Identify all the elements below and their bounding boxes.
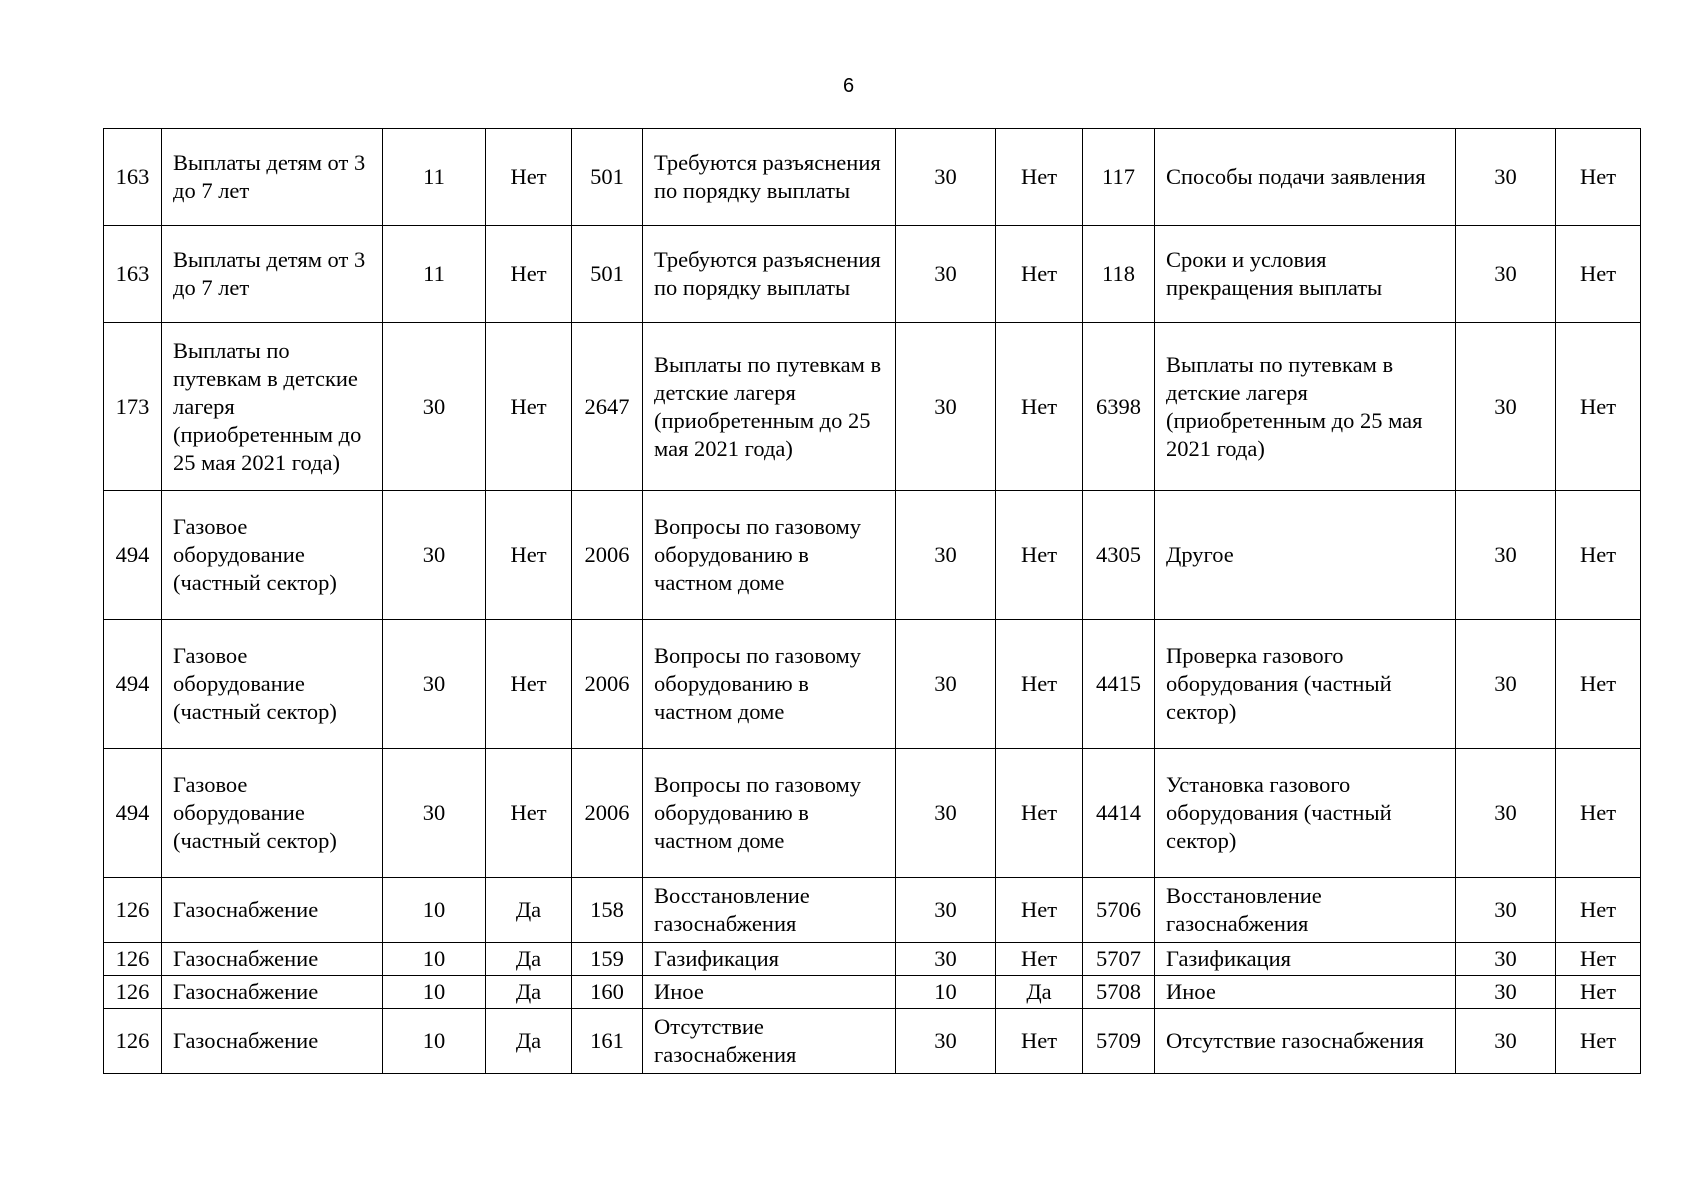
- table-cell: Нет: [996, 323, 1083, 491]
- table-cell: Восстановление газоснабжения: [643, 878, 896, 943]
- table-cell: Отсутствие газоснабжения: [1155, 1009, 1456, 1074]
- table-row: [104, 749, 1641, 878]
- table-cell: 30: [896, 226, 996, 323]
- table-cell: 30: [896, 323, 996, 491]
- table-cell: Нет: [1556, 878, 1641, 943]
- table-cell: 2006: [572, 620, 643, 749]
- table-cell: Выплаты детям от 3 до 7 лет: [162, 129, 383, 226]
- table-cell: 30: [896, 129, 996, 226]
- table-cell: Нет: [996, 943, 1083, 976]
- table-cell: Требуются разъяснения по порядку выплаты: [643, 129, 896, 226]
- table-cell: Газоснабжение: [162, 878, 383, 943]
- table-cell: Иное: [643, 976, 896, 1009]
- table-cell: Нет: [1556, 129, 1641, 226]
- table-cell: Нет: [996, 1009, 1083, 1074]
- table-cell: Нет: [486, 323, 572, 491]
- table-cell: Нет: [996, 878, 1083, 943]
- table-row: [104, 1009, 1641, 1074]
- table-cell: Газификация: [1155, 943, 1456, 976]
- table-cell: 160: [572, 976, 643, 1009]
- table-cell: 30: [896, 943, 996, 976]
- table-cell: 30: [896, 749, 996, 878]
- table-cell: 30: [896, 878, 996, 943]
- table-cell: 163: [104, 226, 162, 323]
- table-cell: 126: [104, 976, 162, 1009]
- table-cell: 501: [572, 226, 643, 323]
- table-cell: 30: [1456, 491, 1556, 620]
- table-cell: 30: [1456, 1009, 1556, 1074]
- table-cell: Выплаты по путевкам в детские лагеря (приобретенным до 25 мая 2021 года): [643, 323, 896, 491]
- table-row: [104, 226, 1641, 323]
- table-cell: Требуются разъяснения по порядку выплаты: [643, 226, 896, 323]
- table-cell: Нет: [996, 226, 1083, 323]
- table-cell: 126: [104, 943, 162, 976]
- table-cell: 2006: [572, 749, 643, 878]
- table-cell: 5706: [1083, 878, 1155, 943]
- table-cell: Газоснабжение: [162, 943, 383, 976]
- table-cell: Нет: [486, 749, 572, 878]
- table-cell: Газовое оборудование (частный сектор): [162, 620, 383, 749]
- table-cell: 2006: [572, 491, 643, 620]
- table-cell: 4415: [1083, 620, 1155, 749]
- table-cell: 30: [1456, 878, 1556, 943]
- table-cell: 494: [104, 749, 162, 878]
- table-cell: Установка газового оборудования (частный сектор): [1155, 749, 1456, 878]
- table-cell: 2647: [572, 323, 643, 491]
- table-cell: 5707: [1083, 943, 1155, 976]
- table-row: [104, 976, 1641, 1009]
- table-cell: Нет: [486, 129, 572, 226]
- table-cell: 117: [1083, 129, 1155, 226]
- table-cell: 11: [383, 129, 486, 226]
- table-cell: Способы подачи заявления: [1155, 129, 1456, 226]
- table-cell: Проверка газового оборудования (частный сектор): [1155, 620, 1456, 749]
- table-cell: Газоснабжение: [162, 1009, 383, 1074]
- table-cell: Нет: [486, 491, 572, 620]
- table-cell: 159: [572, 943, 643, 976]
- table-cell: 173: [104, 323, 162, 491]
- table-cell: 30: [1456, 976, 1556, 1009]
- table-cell: 11: [383, 226, 486, 323]
- table-cell: Нет: [1556, 620, 1641, 749]
- table-cell: 30: [383, 323, 486, 491]
- table-cell: Нет: [1556, 943, 1641, 976]
- table-cell: 494: [104, 620, 162, 749]
- table-cell: Да: [486, 943, 572, 976]
- table-cell: Выплаты по путевкам в детские лагеря (приобретенным до 25 мая 2021 года): [1155, 323, 1456, 491]
- table-cell: 163: [104, 129, 162, 226]
- table-cell: Нет: [996, 620, 1083, 749]
- table-cell: 30: [896, 491, 996, 620]
- table-cell: 30: [1456, 943, 1556, 976]
- table-cell: Другое: [1155, 491, 1456, 620]
- table-row: [104, 620, 1641, 749]
- table-cell: Нет: [996, 491, 1083, 620]
- table-cell: 30: [1456, 129, 1556, 226]
- table-cell: Нет: [1556, 749, 1641, 878]
- table-cell: 30: [1456, 620, 1556, 749]
- table-cell: Да: [486, 976, 572, 1009]
- table-cell: Вопросы по газовому оборудованию в частном доме: [643, 491, 896, 620]
- table-cell: Да: [486, 878, 572, 943]
- table-cell: Иное: [1155, 976, 1456, 1009]
- table-cell: Восстановление газоснабжения: [1155, 878, 1456, 943]
- table-cell: 30: [1456, 226, 1556, 323]
- table-cell: Выплаты детям от 3 до 7 лет: [162, 226, 383, 323]
- table-cell: 158: [572, 878, 643, 943]
- table-cell: Выплаты по путевкам в детские лагеря (приобретенным до 25 мая 2021 года): [162, 323, 383, 491]
- table-cell: 161: [572, 1009, 643, 1074]
- table-cell: Отсутствие газоснабжения: [643, 1009, 896, 1074]
- table-cell: 10: [383, 943, 486, 976]
- table-cell: Вопросы по газовому оборудованию в частном доме: [643, 620, 896, 749]
- table-cell: Нет: [1556, 976, 1641, 1009]
- table-cell: 10: [383, 1009, 486, 1074]
- table-cell: Нет: [1556, 226, 1641, 323]
- table-cell: Газификация: [643, 943, 896, 976]
- table-cell: Газовое оборудование (частный сектор): [162, 749, 383, 878]
- table-cell: Нет: [1556, 323, 1641, 491]
- table-cell: 10: [896, 976, 996, 1009]
- table-cell: 5709: [1083, 1009, 1155, 1074]
- table-row: [104, 878, 1641, 943]
- table-cell: Нет: [1556, 491, 1641, 620]
- table-cell: 30: [1456, 323, 1556, 491]
- page-number: 6: [842, 75, 855, 97]
- table-cell: 6398: [1083, 323, 1155, 491]
- table-cell: 118: [1083, 226, 1155, 323]
- table-cell: 10: [383, 878, 486, 943]
- table-cell: Да: [996, 976, 1083, 1009]
- table-cell: 30: [896, 620, 996, 749]
- table-cell: Нет: [996, 129, 1083, 226]
- table-cell: Нет: [996, 749, 1083, 878]
- table-row: [104, 943, 1641, 976]
- table-cell: 30: [1456, 749, 1556, 878]
- table-cell: Сроки и условия прекращения выплаты: [1155, 226, 1456, 323]
- table-cell: 30: [383, 491, 486, 620]
- table-cell: Вопросы по газовому оборудованию в частном доме: [643, 749, 896, 878]
- data-table: [103, 128, 1641, 1074]
- table-cell: 4414: [1083, 749, 1155, 878]
- table-cell: Нет: [1556, 1009, 1641, 1074]
- table-cell: 30: [896, 1009, 996, 1074]
- table-cell: 126: [104, 1009, 162, 1074]
- table-cell: 30: [383, 749, 486, 878]
- table-cell: Газоснабжение: [162, 976, 383, 1009]
- table-row: [104, 129, 1641, 226]
- table-cell: Да: [486, 1009, 572, 1074]
- table-cell: 10: [383, 976, 486, 1009]
- table-cell: 126: [104, 878, 162, 943]
- table-cell: 501: [572, 129, 643, 226]
- table-cell: Газовое оборудование (частный сектор): [162, 491, 383, 620]
- table-cell: 5708: [1083, 976, 1155, 1009]
- table-row: [104, 491, 1641, 620]
- table-row: [104, 323, 1641, 491]
- table-cell: 494: [104, 491, 162, 620]
- table-cell: 30: [383, 620, 486, 749]
- table-cell: 4305: [1083, 491, 1155, 620]
- table-cell: Нет: [486, 226, 572, 323]
- table-cell: Нет: [486, 620, 572, 749]
